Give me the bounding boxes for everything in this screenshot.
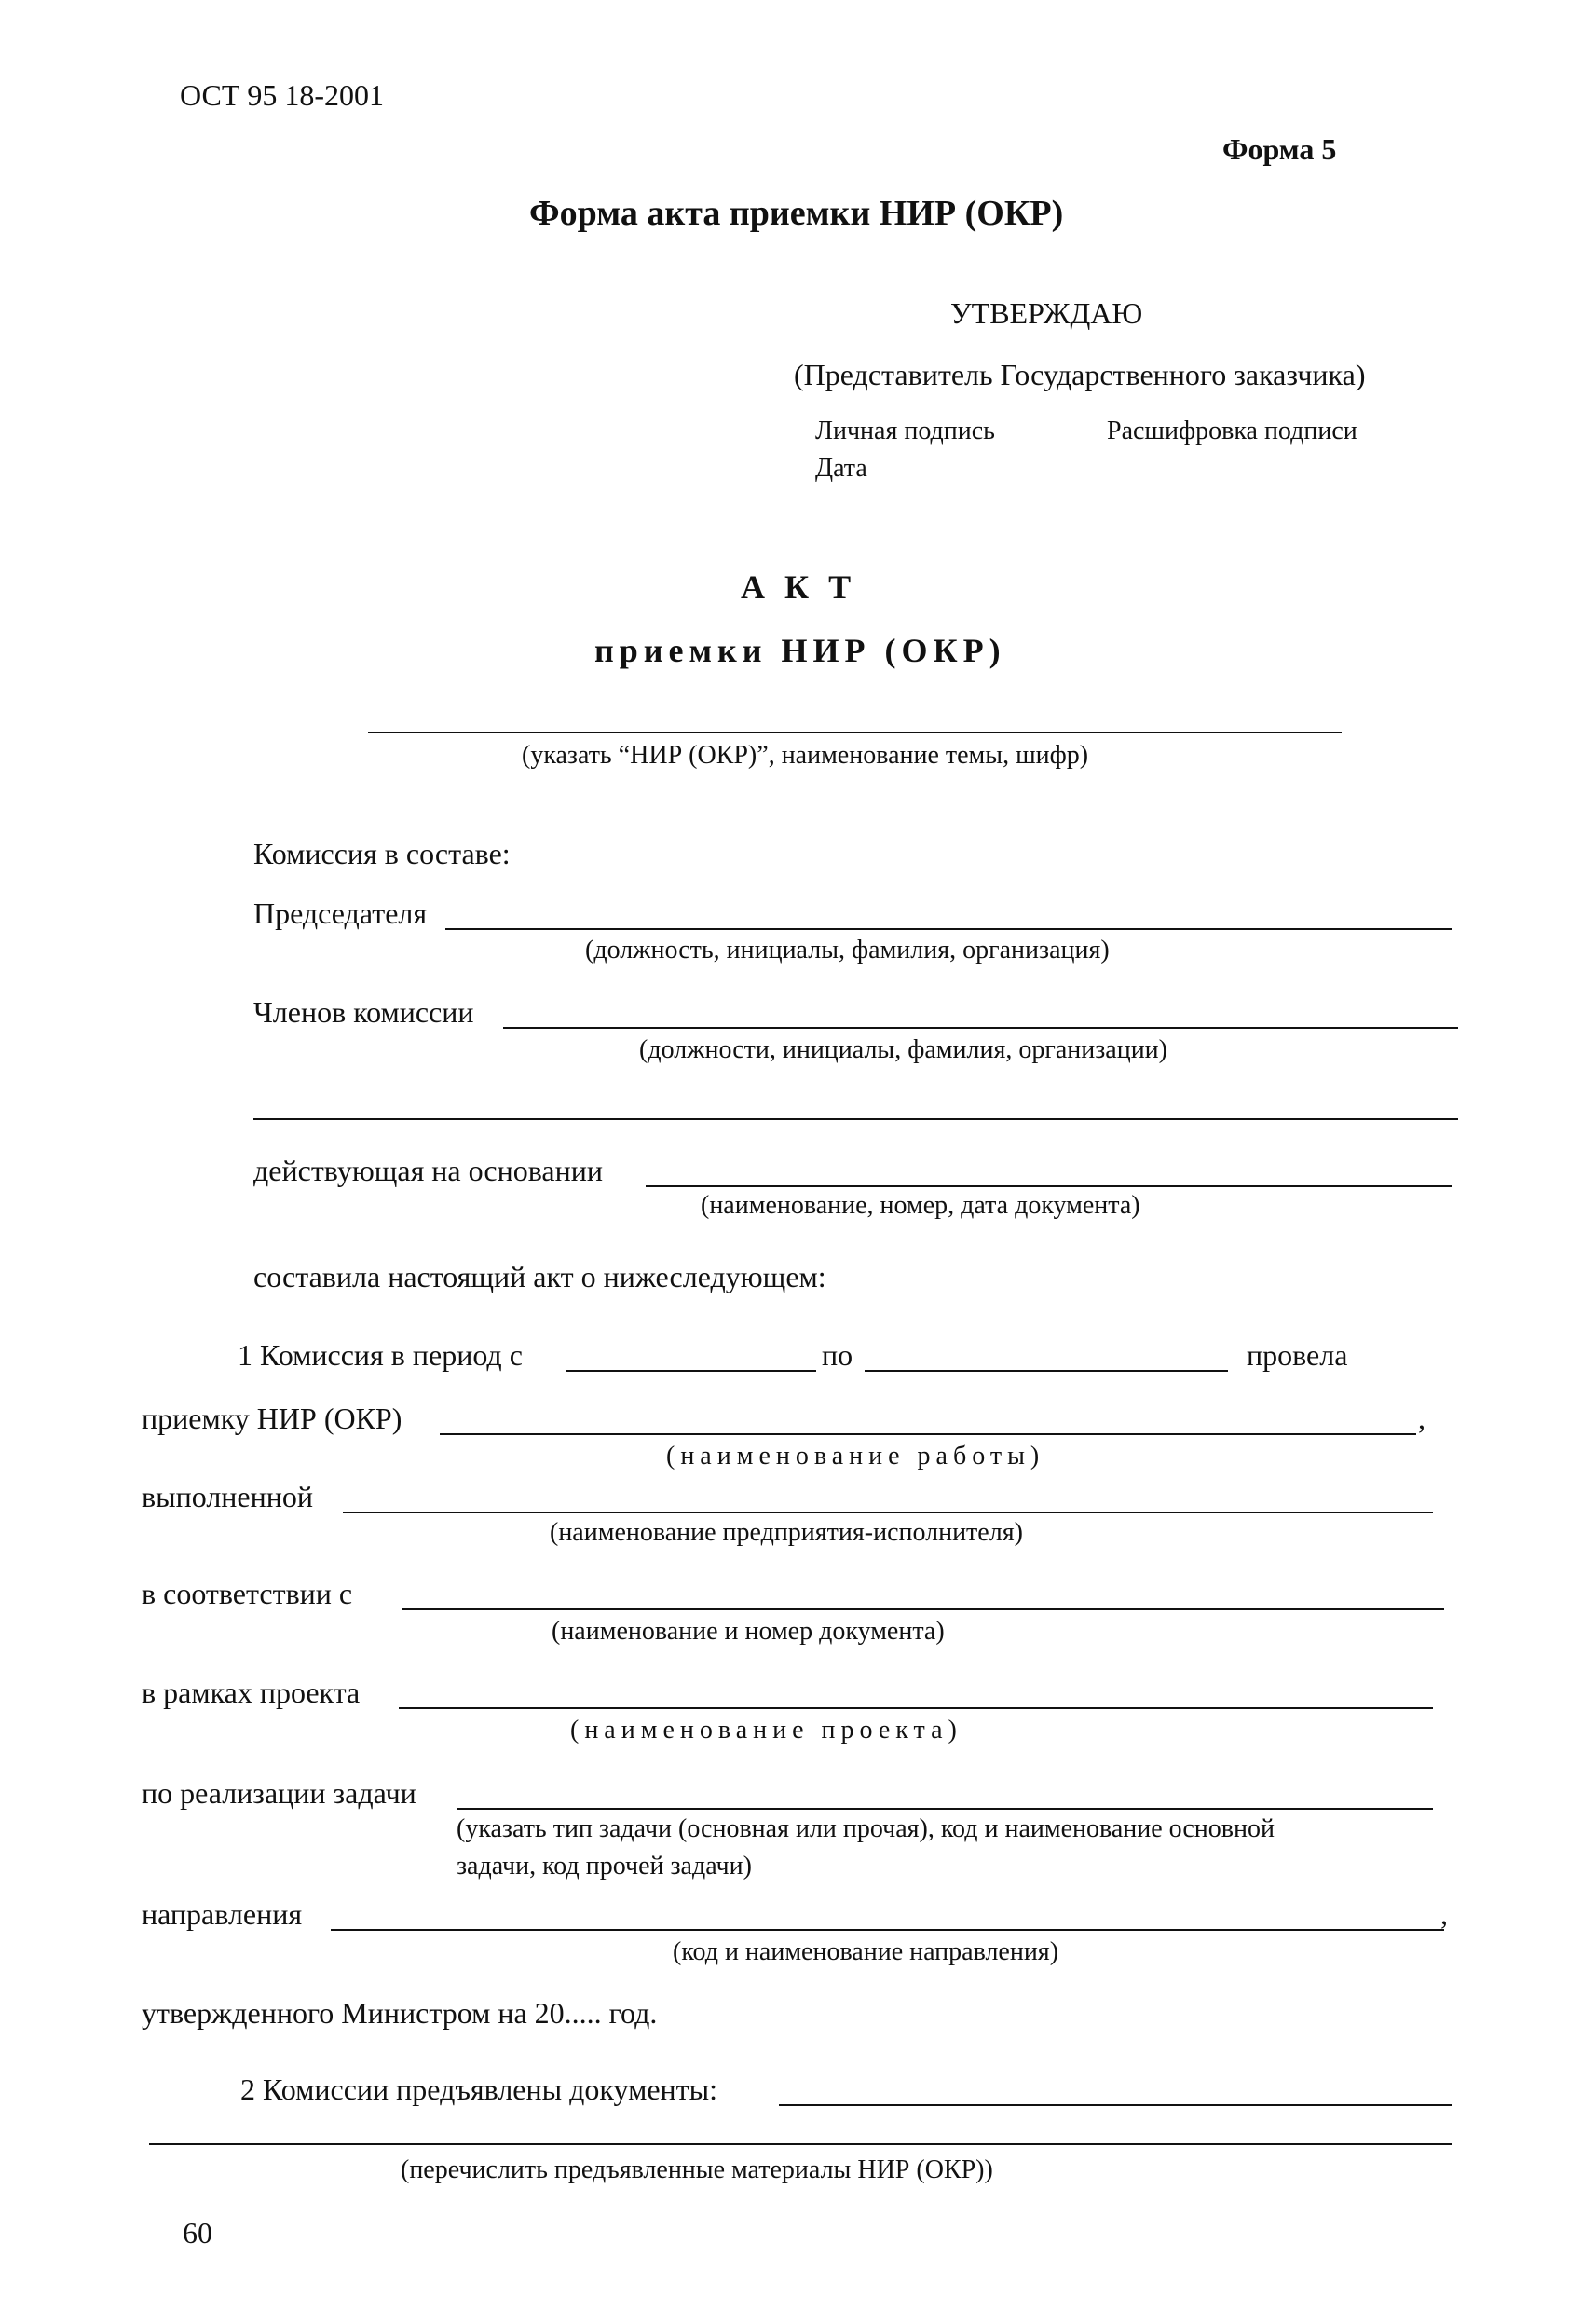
act-title: А К Т xyxy=(741,568,857,606)
page-number: 60 xyxy=(183,2216,212,2250)
contractor-caption: (наименование предприятия-исполнителя) xyxy=(550,1518,1023,1547)
documents-line xyxy=(779,2104,1452,2106)
approved-by: утвержденного Министром на 20..... год. xyxy=(142,1996,658,2030)
direction-caption: (код и наименование направления) xyxy=(673,1937,1059,1966)
approval-date: Дата xyxy=(815,454,867,483)
approval-heading: УТВЕРЖДАЮ xyxy=(950,296,1143,330)
project-caption: (наименование проекта) xyxy=(570,1716,962,1744)
task-caption-line2: задачи, код прочей задачи) xyxy=(457,1852,752,1881)
conducted-label: провела xyxy=(1247,1338,1348,1372)
members-caption: (должности, инициалы, фамилия, организации) xyxy=(639,1035,1167,1064)
task-label: по реализации задачи xyxy=(142,1776,416,1810)
act-topic-caption: (указать “НИР (ОКР)”, наименование темы, шифр) xyxy=(522,741,1089,770)
basis-label: действующая на основании xyxy=(253,1154,603,1187)
members-extra-line xyxy=(253,1118,1458,1120)
task-caption-line1: (указать тип задачи (основная или прочая), код и наименование основной xyxy=(457,1814,1275,1843)
direction-line xyxy=(331,1929,1444,1931)
basis-line xyxy=(646,1185,1452,1187)
members-label: Членов комиссии xyxy=(253,995,474,1029)
performed-label: выполненной xyxy=(142,1480,313,1513)
period-label: 1 Комиссия в период с xyxy=(238,1338,523,1372)
documents-caption: (перечислить предъявленные материалы НИР (ОКР)) xyxy=(401,2155,993,2184)
approval-representative: (Представитель Государственного заказчика) xyxy=(794,358,1366,391)
chair-line xyxy=(445,928,1452,930)
members-line xyxy=(503,1027,1458,1029)
standard-code: ОСТ 95 18-2001 xyxy=(180,78,385,112)
basis-caption: (наименование, номер, дата документа) xyxy=(701,1191,1140,1220)
acceptance-label: приемку НИР (ОКР) xyxy=(142,1402,402,1435)
project-label: в рамках проекта xyxy=(142,1676,361,1709)
period-to-line xyxy=(865,1370,1228,1372)
acceptance-line xyxy=(440,1433,1416,1435)
acceptance-comma: , xyxy=(1418,1402,1425,1435)
form-number: Форма 5 xyxy=(1222,132,1337,166)
period-from-line xyxy=(566,1370,816,1372)
task-line xyxy=(457,1808,1433,1810)
period-to-label: по xyxy=(822,1338,853,1372)
direction-comma: , xyxy=(1440,1897,1448,1931)
documents-label: 2 Комиссии предъявлены документы: xyxy=(240,2073,718,2106)
documents-extra-line xyxy=(149,2143,1452,2145)
direction-label: направления xyxy=(142,1897,303,1931)
document-caption: (наименование и номер документа) xyxy=(552,1617,945,1646)
approval-signature-decode: Расшифровка подписи xyxy=(1107,417,1357,445)
commission-intro: Комиссия в составе: xyxy=(253,837,511,870)
approval-signature: Личная подпись xyxy=(815,417,995,445)
chair-label: Председателя xyxy=(253,896,428,930)
act-topic-line xyxy=(368,732,1342,733)
page-title: Форма акта приемки НИР (ОКР) xyxy=(529,194,1064,233)
performed-line xyxy=(343,1512,1433,1513)
chair-caption: (должность, инициалы, фамилия, организация) xyxy=(585,936,1110,964)
act-subtitle: приемки НИР (ОКР) xyxy=(594,632,1006,669)
project-line xyxy=(399,1707,1433,1709)
work-caption: (наименование работы) xyxy=(666,1442,1045,1471)
accordance-label: в соответствии с xyxy=(142,1577,353,1610)
compiled-statement: составила настоящий акт о нижеследующем: xyxy=(253,1260,826,1293)
accordance-line xyxy=(402,1608,1444,1610)
